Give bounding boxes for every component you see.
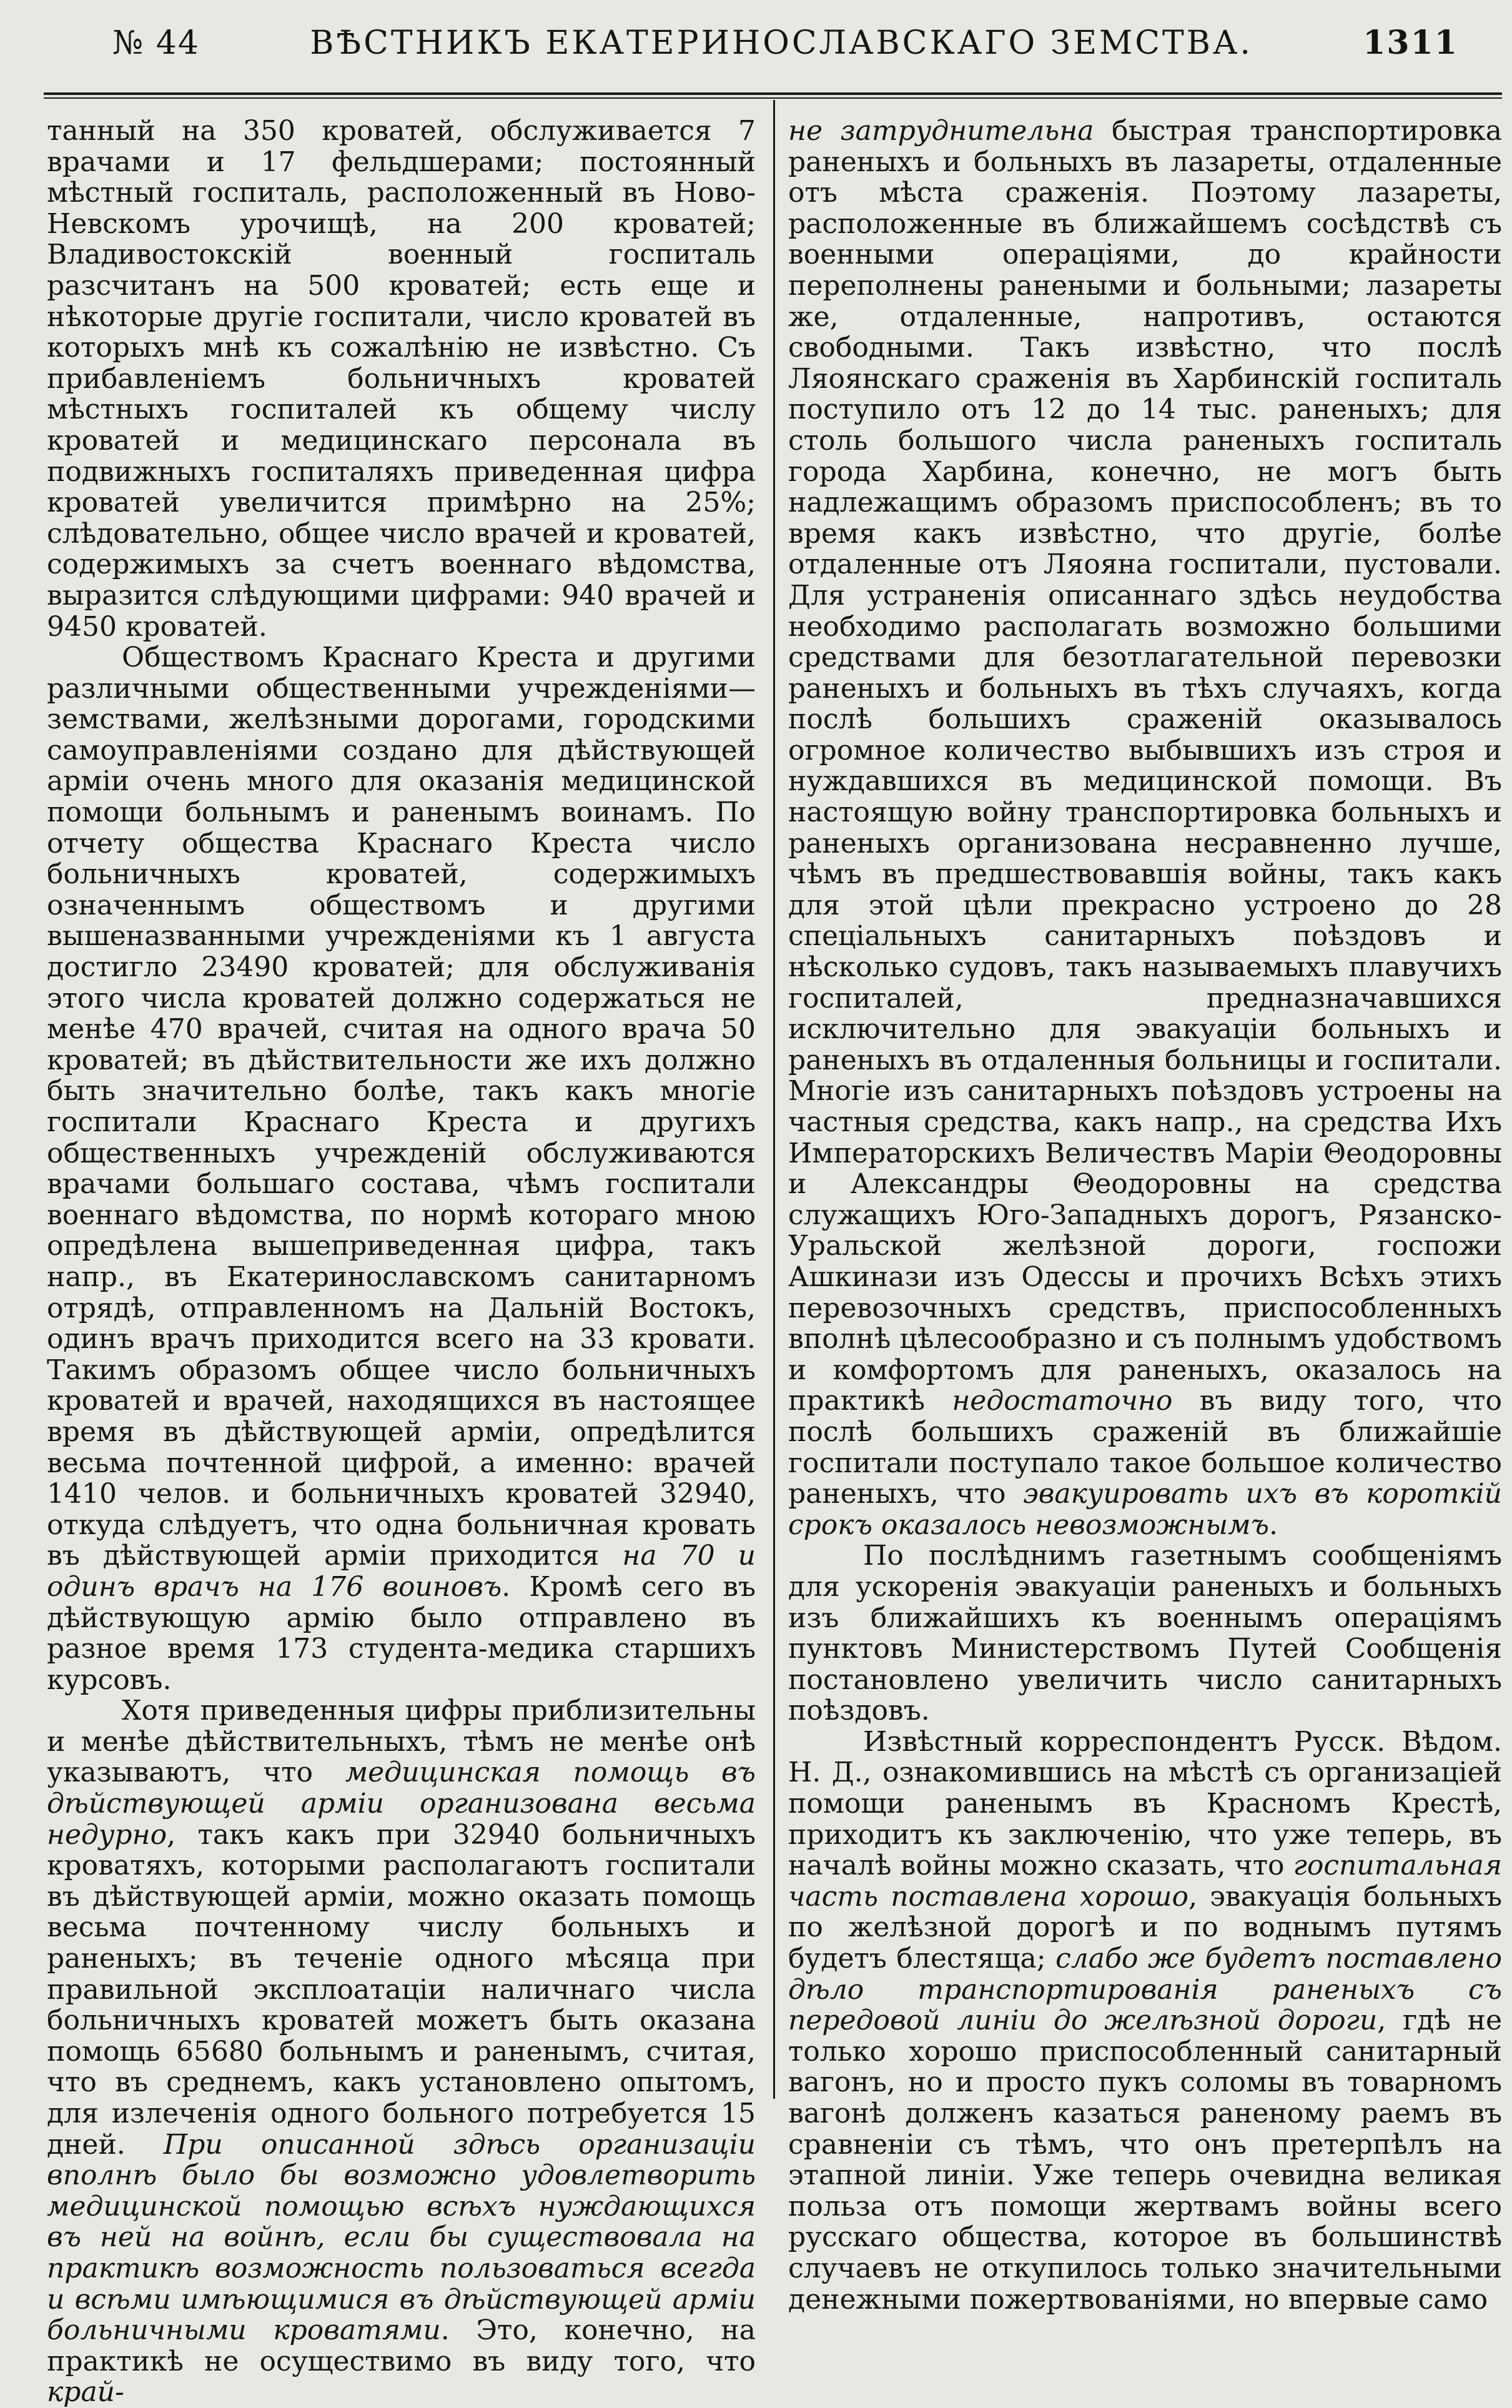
- paragraph: Обществомъ Краснаго Креста и другими различными общественными учрежденiями—земствами, желѣзными дорогами, городскими самоуправленiями создано для дѣйствующей армiи очень много для оказанiя медицинской помощи больнымъ и раненымъ воинамъ. По отчету общества Краснаго Креста число больничныхъ кроватей, содержимыхъ означеннымъ обществомъ и другими вышеназванными учрежденiями къ 1 августа достигло 23490 кроватей; для обслуживанiя этого числа кроватей должно содержаться не менѣе 470 врачей, считая на одного врача 50 кроватей; въ дѣйствительности же ихъ должно быть значительно болѣе, такъ какъ многiе госпитали Краснаго Креста и другихъ общественныхъ учрежденiй обслуживаются врачами большаго состава, чѣмъ госпитали военнаго вѣдомства, по нормѣ котораго мною опредѣлена вышеприведенная цифра, такъ напр., въ Екатеринославскомъ санитарномъ отрядѣ, отправленномъ на Дальнiй Востокъ, одинъ врачъ приходится всего на 33 кровати. Такимъ образомъ общее число больничныхъ кроватей и врачей, находящихся въ настоящее время въ дѣйствующей армiи, опредѣлится весьма почтенной цифрой, а именно: врачей 1410 челов. и больничныхъ кроватей 32940, откуда слѣдуетъ, что одна больничная кровать въ дѣйствующей армiи приходится на 70 и одинъ врачъ на 176 воиновъ. Кромѣ сего въ дѣйствующую армiю было отправлено въ разное время 173 студента-медика старшихъ курсовъ.: [47, 642, 756, 1696]
- issue-number: № 44: [112, 24, 200, 62]
- paragraph: По послѣднимъ газетнымъ сообщенiямъ для ускоренiя эвакуацiи раненыхъ и больныхъ изъ ближайшихъ къ военнымъ операцiямъ пунктовъ Министерствомъ Путей Сообщенiя постановлено увеличить число санитарныхъ поѣздовъ.: [788, 1540, 1502, 1727]
- page-header: [44, 24, 1465, 74]
- right-column: [788, 115, 1502, 2316]
- paragraph: Извѣстный корреспондентъ Русск. Вѣдом. Н. Д., ознакомившись на мѣстѣ съ организацiей помощи раненымъ въ Красномъ Крестѣ, приходитъ къ заключенiю, что уже теперь, въ началѣ войны можно сказать, что госпитальная часть поставлена хорошо, эвакуацiя больныхъ по желѣзной дорогѣ и по воднымъ путямъ будетъ блестяща; слабо же будетъ поставлено дѣло транспортированiя раненыхъ съ передовой линiи до желѣзной дороги, гдѣ не только хорошо приспособленный санитарный вагонъ, но и просто пукъ соломы въ товарномъ вагонѣ долженъ казаться раненому раемъ въ сравненiи съ тѣмъ, что онъ претерпѣлъ на этапной линiи. Уже теперь очевидна великая польза отъ помощи жертвамъ войны всего русскаго общества, которое въ большинствѣ случаевъ не откупилось только значительными денежными пожертвованiями, но впервые само: [788, 1725, 1502, 2316]
- paragraph: танный на 350 кроватей, обслуживается 7 врачами и 17 фельдшерами; постоянный мѣстный госпиталь, расположенный въ Ново-Невскомъ урочищѣ, на 200 кроватей; Владивостокскiй военный госпиталь разсчитанъ на 500 кроватей; есть еще и нѣкоторые другiе госпитали, число кроватей въ которыхъ мнѣ къ сожалѣнiю не извѣстно. Съ прибавленiемъ больничныхъ кроватей мѣстныхъ госпиталей къ общему числу кроватей и медицинскаго персонала въ подвижныхъ госпиталяхъ приведенная цифра кроватей увеличится примѣрно на 25%; слѣдовательно, общее число врачей и кроватей, содержимыхъ за счетъ военнаго вѣдомства, выразится слѣдующими цифрами: 940 врачей и 9450 кроватей.: [47, 115, 756, 643]
- column-divider: [773, 100, 775, 2099]
- left-column: [47, 115, 756, 2408]
- header-rule: [44, 92, 1502, 99]
- paragraph: Хотя приведенныя цифры приблизительны и менѣе дѣйствительныхъ, тѣмъ не менѣе онѣ указываютъ, что медицинская помощь въ дѣйствующей армiи организована весьма недурно, такъ какъ при 32940 больничныхъ кроватяхъ, которыми располагаютъ госпитали въ дѣйствующей армiи, можно оказать помощь весьма почтенному числу больныхъ и раненыхъ; въ теченiе одного мѣсяца при правильной эксплоатацiи наличнаго числа больничныхъ кроватей можетъ быть оказана помощь 65680 больнымъ и раненымъ, считая, что въ среднемъ, какъ установлено опытомъ, для излеченiя одного больного потребуется 15 дней. При описанной здѣсь организацiи вполнѣ было бы возможно удовлетворить медицинской помощью всѣхъ нуждающихся въ ней на войнѣ, если бы существовала на практикѣ возможность пользоваться всегда и всѣми имѣющимися въ дѣйствующей армiи больничными кроватями. Это, конечно, на практикѣ не осуществимо въ виду того, что край-: [47, 1695, 756, 2408]
- page-number: 1311: [1363, 24, 1458, 62]
- publication-title: ВѢСТНИКЪ ЕКАТЕРИНОСЛАВСКАГО ЗЕМСТВА.: [310, 24, 1253, 62]
- paragraph: не затруднительна быстрая транспортировка раненыхъ и больныхъ въ лазареты, отдаленные отъ мѣста сраженiя. Поэтому лазареты, расположенные въ ближайшемъ сосѣдствѣ съ военными операцiями, до крайности переполнены ранеными и больными; лазареты же, отдаленные, напротивъ, остаются свободными. Такъ извѣстно, что послѣ Ляоянскаго сраженiя въ Харбинскiй госпиталь поступило отъ 12 до 14 тыс. раненыхъ; для столь большого числа раненыхъ госпиталь города Харбина, конечно, не могъ быть надлежащимъ образомъ приспособленъ; въ то время какъ извѣстно, что другiе, болѣе отдаленные отъ Ляояна госпитали, пустовали. Для устраненiя описаннаго здѣсь неудобства необходимо располагать возможно большими средствами для безотлагательной перевозки раненыхъ и больныхъ въ тѣхъ случаяхъ, когда послѣ большихъ сраженiй оказывалось огромное количество выбывшихъ изъ строя и нуждавшихся въ медицинской помощи. Въ настоящую войну транспортировка больныхъ и раненыхъ организована несравненно лучше, чѣмъ въ предшествовавшiя войны, такъ какъ для этой цѣли прекрасно устроено до 28 спецiальныхъ санитарныхъ поѣздовъ и нѣсколько судовъ, такъ называемыхъ плавучихъ госпиталей, предназначавшихся исключительно для эвакуацiи больныхъ и раненыхъ въ отдаленныя больницы и госпитали. Многiе изъ санитарныхъ поѣздовъ устроены на частныя средства, какъ напр., на средства Ихъ Императорскихъ Величествъ Марiи Θеодоровны и Александры Θеодоровны на средства служащихъ Юго-Западныхъ дорогъ, Рязанско-Уральской желѣзной дороги, госпожи Ашкинази изъ Одессы и прочихъ Всѣхъ этихъ перевозочныхъ средствъ, приспособленныхъ вполнѣ цѣлесообразно и съ полнымъ удобствомъ и комфортомъ для раненыхъ, оказалось на практикѣ недостаточно въ виду того, что послѣ большихъ сраженiй въ ближайшiе госпитали поступало такое большое количество раненыхъ, что эвакуировать ихъ въ короткiй срокъ оказалось невозможнымъ.: [788, 115, 1502, 1541]
